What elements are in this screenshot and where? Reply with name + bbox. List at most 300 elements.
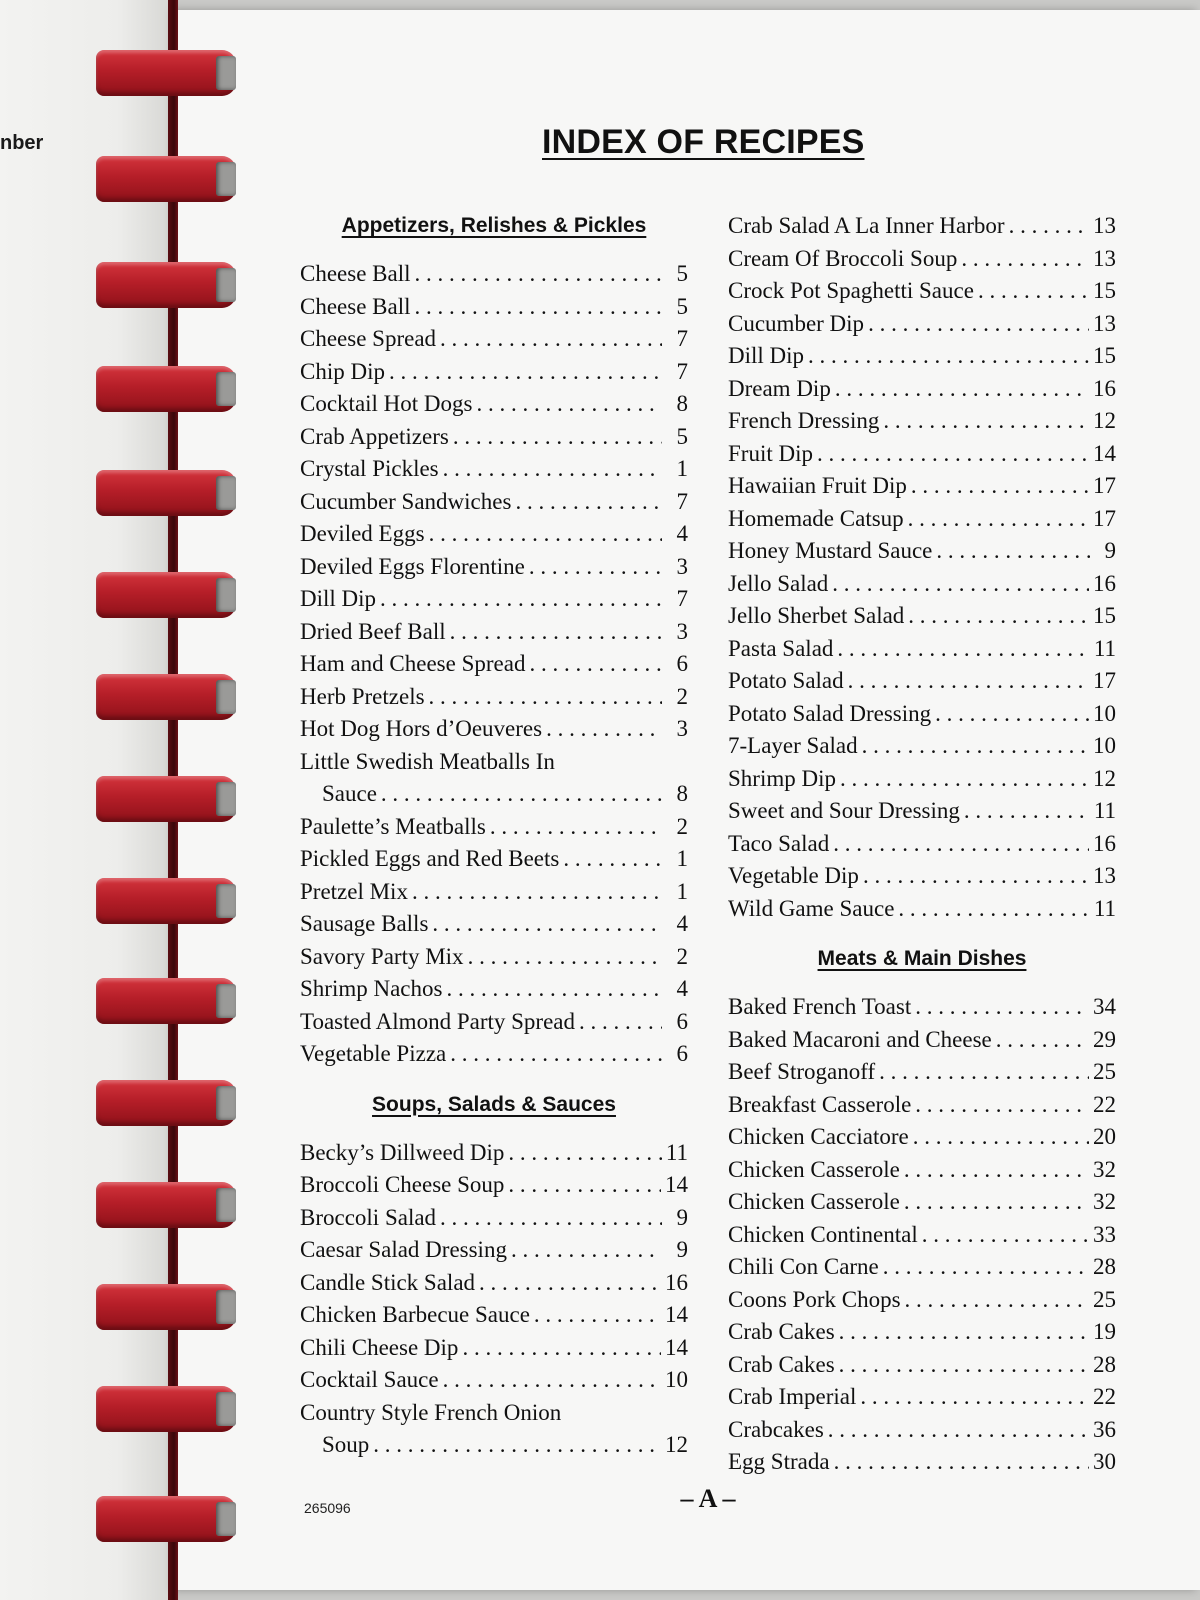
index-entry <box>728 665 1116 698</box>
recipe-name: Crab Cakes <box>728 1319 835 1344</box>
binding-coil <box>96 566 246 626</box>
page-number: 15 <box>1093 343 1116 368</box>
dot-leader <box>860 1381 1089 1414</box>
dot-leader <box>862 730 1089 763</box>
recipe-name: Crabcakes <box>728 1416 824 1442</box>
recipe-name: Crab Imperial <box>728 1384 857 1409</box>
page-number: 13 <box>1093 213 1116 238</box>
dot-leader <box>479 1267 661 1300</box>
page-number: 11 <box>1093 798 1116 823</box>
recipe-name: Jello Sherbet Salad <box>728 603 905 628</box>
page-number: 6 <box>676 1008 688 1034</box>
page-number: 9 <box>676 1237 688 1262</box>
recipe-name: Honey Mustard Sauce <box>728 538 933 563</box>
page-title: INDEX OF RECIPES <box>542 123 865 161</box>
recipe-name: Pasta Salad <box>728 635 834 661</box>
page-number: 32 <box>1093 1156 1116 1182</box>
index-entry <box>728 1316 1116 1349</box>
print-code: 265096 <box>304 1500 351 1516</box>
recipe-name: Country Style French Onion <box>300 1399 562 1425</box>
index-entry <box>300 876 688 909</box>
page-label: – A – <box>680 1484 736 1513</box>
dot-leader <box>883 405 1089 438</box>
recipe-name: Dill Dip <box>300 586 377 611</box>
binding-coil <box>96 464 246 524</box>
recipe-name: Sausage Balls <box>300 911 429 936</box>
binding-coil <box>96 256 246 316</box>
page-number: 5 <box>676 261 688 286</box>
page-number: 13 <box>1093 245 1116 271</box>
index-entry <box>300 746 688 779</box>
index-entry <box>728 1186 1116 1219</box>
left-page-fragment-text: nber <box>0 132 44 154</box>
dot-leader <box>915 1089 1089 1122</box>
dot-leader <box>546 713 662 746</box>
dot-leader <box>839 1349 1089 1382</box>
dot-leader <box>835 373 1089 406</box>
appetizers-list <box>300 258 688 1071</box>
dot-leader <box>429 681 662 714</box>
page-number: 12 <box>665 1432 688 1457</box>
index-entry <box>300 1364 688 1397</box>
page-number: 16 <box>1093 570 1116 596</box>
recipe-name: Paulette’s Meatballs <box>300 813 486 839</box>
recipe-name: Beef Stroganoff <box>728 1059 876 1084</box>
binding-coil <box>96 44 246 104</box>
index-entry <box>300 486 688 519</box>
index-entry <box>300 258 688 291</box>
recipe-name: Wild Game Sauce <box>728 895 895 921</box>
page-number: 7 <box>676 586 688 611</box>
page-number: 5 <box>676 423 688 449</box>
index-entry <box>728 600 1116 633</box>
page-number: 16 <box>665 1269 688 1295</box>
dot-leader <box>443 453 662 486</box>
page-number: 17 <box>1093 505 1116 531</box>
binding-coil <box>96 1380 246 1440</box>
recipe-name: Crystal Pickles <box>300 456 439 481</box>
page-number: 33 <box>1093 1221 1116 1247</box>
recipe-name: Chicken Casserole <box>728 1189 900 1214</box>
index-entry <box>728 470 1116 503</box>
recipe-name: French Dressing <box>728 408 880 433</box>
dot-leader <box>450 1038 662 1071</box>
index-entry <box>728 1414 1116 1447</box>
dot-leader <box>863 860 1089 893</box>
index-entry <box>300 843 688 876</box>
index-entry <box>728 893 1116 926</box>
dot-leader <box>915 991 1089 1024</box>
page-number: 14 <box>665 1334 688 1360</box>
meats-list <box>728 991 1116 1479</box>
recipe-name: Deviled Eggs <box>300 521 425 546</box>
section-heading-soups: Soups, Salads & Sauces <box>372 1092 616 1116</box>
dot-leader <box>511 1234 662 1267</box>
dot-leader <box>508 1137 661 1170</box>
index-entry <box>728 1349 1116 1382</box>
page-number: 13 <box>1093 863 1116 888</box>
recipe-name: 7-Layer Salad <box>728 733 858 758</box>
dot-leader <box>415 258 663 291</box>
page-number: 28 <box>1093 1254 1116 1279</box>
recipe-name: Hot Dog Hors d’Oeuveres <box>300 716 543 741</box>
recipe-name: Crab Appetizers <box>300 423 449 449</box>
dot-leader <box>922 1219 1089 1252</box>
recipe-name: Pickled Eggs and Red Beets <box>300 846 560 871</box>
binding-coil <box>96 972 246 1032</box>
index-entry <box>300 973 688 1006</box>
recipe-name: Crock Pot Spaghetti Sauce <box>728 278 974 303</box>
page-number: 6 <box>676 651 688 676</box>
index-entry <box>300 1267 688 1300</box>
dot-leader <box>462 1332 661 1365</box>
index-column-right <box>728 210 1116 1479</box>
recipe-name: Hawaiian Fruit Dip <box>728 473 907 498</box>
recipe-name: Chicken Continental <box>728 1221 918 1247</box>
recipe-name: Vegetable Dip <box>728 863 859 888</box>
binding-coil <box>96 668 246 728</box>
recipe-name: Becky’s Dillweed Dip <box>300 1139 505 1165</box>
index-entry <box>728 340 1116 373</box>
page-number: 11 <box>1093 895 1116 921</box>
dot-leader <box>429 518 662 551</box>
page-number: 11 <box>665 1139 688 1165</box>
index-entry <box>728 730 1116 763</box>
recipe-name: Baked Macaroni and Cheese <box>728 1026 992 1052</box>
dot-leader <box>868 308 1089 341</box>
page-number: 4 <box>676 911 688 936</box>
recipe-name: Soup <box>322 1432 370 1457</box>
index-entry <box>300 908 688 941</box>
binding-coil <box>96 360 246 420</box>
index-entry <box>728 438 1116 471</box>
recipe-name: Chili Con Carne <box>728 1254 879 1279</box>
binding-coil <box>96 1278 246 1338</box>
page-number: 10 <box>1093 733 1116 758</box>
dot-leader <box>579 1006 662 1039</box>
recipe-name: Dried Beef Ball <box>300 618 446 644</box>
page-number: 10 <box>665 1367 688 1392</box>
index-entry <box>300 291 688 324</box>
index-entry <box>728 243 1116 276</box>
dot-leader <box>440 323 662 356</box>
page-number: 7 <box>676 488 688 514</box>
dot-leader <box>996 1024 1089 1057</box>
page-number: 9 <box>1104 538 1116 563</box>
dot-leader <box>978 275 1089 308</box>
page-number: 34 <box>1093 994 1116 1019</box>
page-number: 3 <box>676 716 688 741</box>
dot-leader <box>908 503 1089 536</box>
recipe-name: Toasted Almond Party Spread <box>300 1008 575 1034</box>
dot-leader <box>898 893 1089 926</box>
dot-leader <box>443 1364 661 1397</box>
recipe-name: Broccoli Cheese Soup <box>300 1172 505 1197</box>
page-number: 1 <box>676 456 688 481</box>
index-entry <box>728 503 1116 536</box>
section-heading-appetizers: Appetizers, Relishes & Pickles <box>341 214 647 237</box>
index-entry <box>728 373 1116 406</box>
index-entry <box>300 1397 688 1430</box>
index-entry <box>300 583 688 616</box>
index-entry <box>728 1284 1116 1317</box>
dot-leader <box>529 551 662 584</box>
dot-leader <box>833 828 1089 861</box>
dot-leader <box>446 973 662 1006</box>
recipe-name: Egg Strada <box>728 1449 830 1474</box>
dot-leader <box>529 648 662 681</box>
index-entry <box>728 795 1116 828</box>
page-number: 20 <box>1093 1124 1116 1149</box>
recipe-name: Deviled Eggs Florentine <box>300 553 525 579</box>
recipe-name: Cucumber Dip <box>728 310 865 336</box>
dot-leader <box>913 1121 1089 1154</box>
page-number: 3 <box>676 618 688 644</box>
page-number: 28 <box>1093 1351 1116 1377</box>
dot-leader <box>832 568 1089 601</box>
index-entry <box>728 1154 1116 1187</box>
dot-leader <box>373 1429 661 1462</box>
index-entry <box>728 405 1116 438</box>
recipe-name: Sweet and Sour Dressing <box>728 798 960 823</box>
page-number: 19 <box>1093 1319 1116 1344</box>
recipe-name: Crab Salad A La Inner Harbor <box>728 213 1005 238</box>
dot-leader <box>848 665 1089 698</box>
index-entry <box>300 1137 688 1170</box>
dot-leader <box>883 1251 1089 1284</box>
dot-leader <box>440 1202 662 1235</box>
dot-leader <box>840 763 1089 796</box>
recipe-name: Broccoli Salad <box>300 1204 437 1230</box>
recipe-name: Potato Salad Dressing <box>728 700 932 726</box>
recipe-name: Baked French Toast <box>728 994 912 1019</box>
page-number: 22 <box>1093 1384 1116 1409</box>
recipe-name: Cream Of Broccoli Soup <box>728 245 958 271</box>
index-entry <box>300 421 688 454</box>
dot-leader <box>563 843 662 876</box>
index-entry <box>300 1299 688 1332</box>
dot-leader <box>837 633 1089 666</box>
index-entry <box>300 811 688 844</box>
page-number: 29 <box>1093 1026 1116 1052</box>
index-entry <box>728 1056 1116 1089</box>
index-entry <box>728 698 1116 731</box>
recipe-name: Cucumber Sandwiches <box>300 488 512 514</box>
dot-leader <box>453 421 662 454</box>
recipe-name: Dill Dip <box>728 343 805 368</box>
recipe-name: Chicken Casserole <box>728 1156 900 1182</box>
index-column-left <box>300 210 688 1462</box>
dot-leader <box>381 778 662 811</box>
dot-leader <box>936 535 1090 568</box>
dot-leader <box>808 340 1089 373</box>
recipe-name: Breakfast Casserole <box>728 1091 912 1117</box>
index-entry <box>300 356 688 389</box>
dot-leader <box>828 1414 1089 1447</box>
index-entry <box>300 1202 688 1235</box>
page-number: 10 <box>1093 700 1116 726</box>
dot-leader <box>911 470 1089 503</box>
page-number: 25 <box>1093 1286 1116 1312</box>
page-number: 15 <box>1093 278 1116 303</box>
index-entry <box>300 941 688 974</box>
page-number: 9 <box>676 1204 688 1230</box>
index-entry <box>300 453 688 486</box>
recipe-name: Savory Party Mix <box>300 943 464 969</box>
index-entry <box>300 551 688 584</box>
page-number: 3 <box>676 553 688 579</box>
dot-leader <box>1009 210 1089 243</box>
recipe-name: Crab Cakes <box>728 1351 835 1377</box>
dot-leader <box>380 583 662 616</box>
index-entry <box>728 633 1116 666</box>
index-entry <box>728 1446 1116 1479</box>
page-number: 16 <box>1093 375 1116 401</box>
recipe-name: Cocktail Hot Dogs <box>300 391 473 416</box>
dot-leader <box>908 600 1089 633</box>
recipe-name: Shrimp Dip <box>728 765 836 791</box>
dot-leader <box>415 291 663 324</box>
index-entry <box>728 275 1116 308</box>
recipe-name: Shrimp Nachos <box>300 976 443 1001</box>
recipe-name: Chicken Cacciatore <box>728 1124 909 1149</box>
index-entry <box>300 648 688 681</box>
page-number: 32 <box>1093 1189 1116 1214</box>
index-entry <box>300 323 688 356</box>
page-number: 36 <box>1093 1416 1116 1442</box>
binding-coil <box>96 150 246 210</box>
index-entry <box>728 1251 1116 1284</box>
soups-list <box>300 1137 688 1462</box>
recipe-name: Little Swedish Meatballs In <box>300 748 555 774</box>
page-number: 14 <box>665 1302 688 1327</box>
recipe-name: Candle Stick Salad <box>300 1269 476 1295</box>
recipe-name: Dream Dip <box>728 375 831 401</box>
dot-leader <box>817 438 1089 471</box>
dot-leader <box>468 941 662 974</box>
dot-leader <box>879 1056 1089 1089</box>
recipe-name: Chili Cheese Dip <box>300 1334 459 1360</box>
soups-continued-list <box>728 210 1116 925</box>
recipe-name: Chip Dip <box>300 358 385 384</box>
section-heading-meats: Meats & Main Dishes <box>817 947 1027 970</box>
recipe-name: Cocktail Sauce <box>300 1367 439 1392</box>
page-number: 13 <box>1093 310 1116 336</box>
recipe-name: Herb Pretzels <box>300 683 425 709</box>
page-number: 7 <box>676 326 688 351</box>
dot-leader <box>515 486 662 519</box>
page-number: 8 <box>676 781 688 806</box>
index-entry <box>300 1332 688 1365</box>
recipe-name: Cheese Ball <box>300 261 411 286</box>
page-number: 11 <box>1093 635 1116 661</box>
page-number: 12 <box>1093 765 1116 791</box>
recipe-name: Cheese Ball <box>300 293 411 319</box>
dot-leader <box>905 1284 1089 1317</box>
index-entry <box>728 763 1116 796</box>
dot-leader <box>389 356 662 389</box>
recipe-name: Pretzel Mix <box>300 878 408 904</box>
index-entry <box>728 1381 1116 1414</box>
page-number: 16 <box>1093 830 1116 856</box>
dot-leader <box>508 1169 661 1202</box>
page-number: 5 <box>676 293 688 319</box>
index-entry <box>300 1234 688 1267</box>
binding-coil <box>96 872 246 932</box>
dot-leader <box>839 1316 1089 1349</box>
page-number: 30 <box>1093 1449 1116 1474</box>
page-number: 14 <box>665 1172 688 1197</box>
recipe-name: Vegetable Pizza <box>300 1041 447 1066</box>
page-number: 25 <box>1093 1059 1116 1084</box>
dot-leader <box>477 388 663 421</box>
page-number: 1 <box>676 878 688 904</box>
index-entry <box>728 1024 1116 1057</box>
recipe-name: Coons Pork Chops <box>728 1286 901 1312</box>
index-entry <box>728 210 1116 243</box>
recipe-name: Taco Salad <box>728 830 830 856</box>
dot-leader <box>961 243 1089 276</box>
index-entry <box>300 713 688 746</box>
recipe-name: Cheese Spread <box>300 326 437 351</box>
index-entry <box>300 1006 688 1039</box>
page-number: 8 <box>676 391 688 416</box>
index-entry <box>728 1121 1116 1154</box>
page-number: 1 <box>676 846 688 871</box>
page-number: 4 <box>676 976 688 1001</box>
index-entry <box>300 681 688 714</box>
recipe-name: Potato Salad <box>728 668 844 693</box>
dot-leader <box>432 908 662 941</box>
recipe-name: Chicken Barbecue Sauce <box>300 1302 530 1327</box>
recipe-name: Ham and Cheese Spread <box>300 651 526 676</box>
recipe-name: Homemade Catsup <box>728 505 904 531</box>
binding-coil <box>96 1176 246 1236</box>
page-number: 17 <box>1093 473 1116 498</box>
index-entry <box>300 616 688 649</box>
page-number: 2 <box>676 943 688 969</box>
page-number: 4 <box>676 521 688 546</box>
dot-leader <box>412 876 662 909</box>
dot-leader <box>904 1154 1089 1187</box>
recipe-name: Caesar Salad Dressing <box>300 1237 507 1262</box>
dot-leader <box>904 1186 1089 1219</box>
page-number: 2 <box>676 813 688 839</box>
dot-leader <box>450 616 662 649</box>
index-entry <box>728 1089 1116 1122</box>
page-number: 15 <box>1093 603 1116 628</box>
page-number: 22 <box>1093 1091 1116 1117</box>
index-entry <box>300 1169 688 1202</box>
index-entry <box>300 778 688 811</box>
index-entry <box>728 860 1116 893</box>
index-entry <box>300 1429 688 1462</box>
recipe-name: Jello Salad <box>728 570 829 596</box>
dot-leader <box>534 1299 661 1332</box>
index-entry <box>728 568 1116 601</box>
dot-leader <box>834 1446 1089 1479</box>
page-number: 12 <box>1093 408 1116 433</box>
index-entry <box>728 535 1116 568</box>
page-number: 7 <box>676 358 688 384</box>
dot-leader <box>935 698 1089 731</box>
dot-leader <box>490 811 662 844</box>
dot-leader <box>964 795 1090 828</box>
binding-coil <box>96 1074 246 1134</box>
index-entry <box>728 1219 1116 1252</box>
recipe-index-page <box>176 10 1200 1590</box>
index-entry <box>300 388 688 421</box>
